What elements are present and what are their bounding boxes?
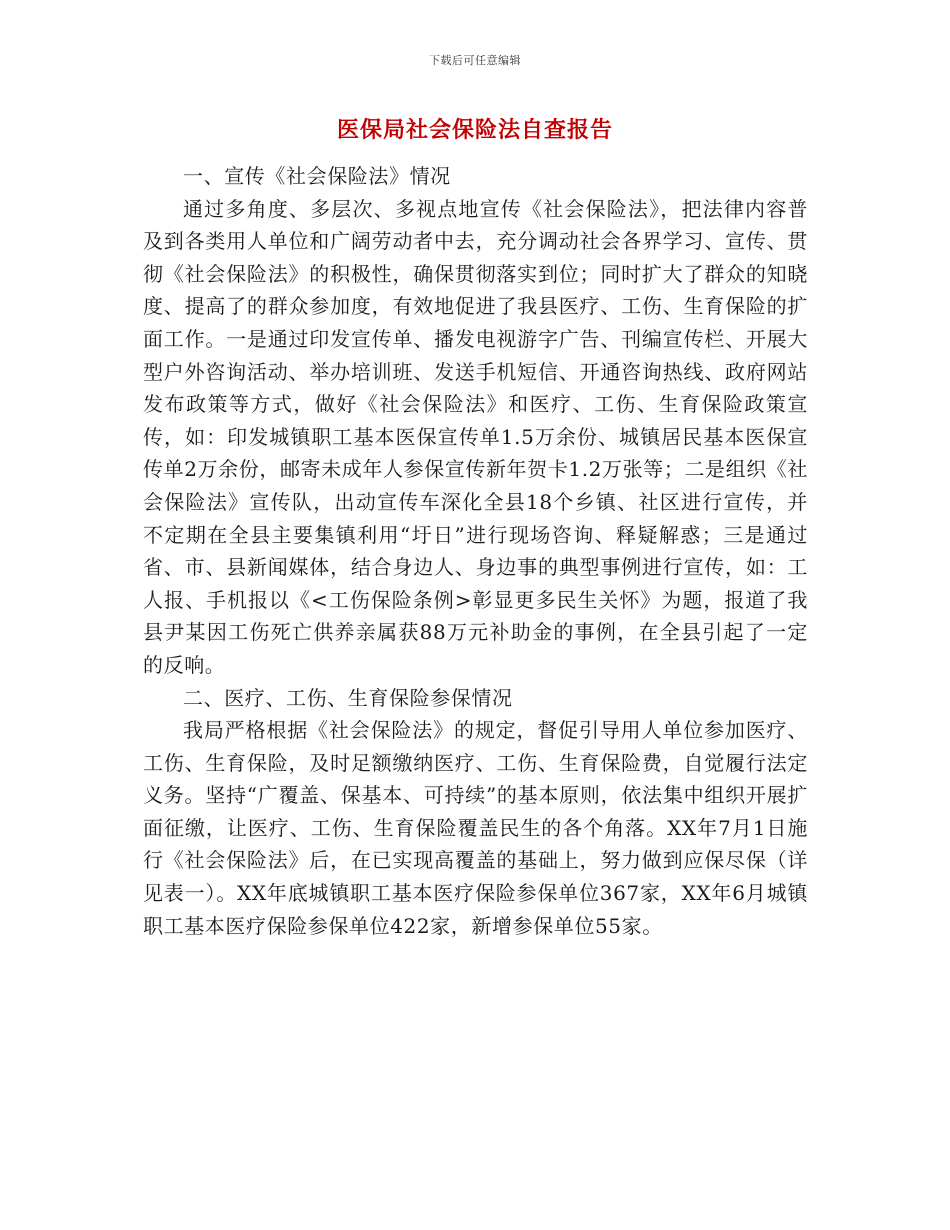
section-paragraph-2: 我局严格根据《社会保险法》的规定，督促引导用人单位参加医疗、工伤、生育保险，及时足额缴纳医疗、工伤、生育保险费，自觉履行法定义务。坚持“广覆盖、保基本、可持续”的基本原则，依法集中组织开展扩面征缴，让医疗、工伤、生育保险覆盖民生的各个角落。XX年7月1日施行《社会保险法》后，在已实现高覆盖的基础上，努力做到应保尽保（详见表一）。XX年底城镇职工基本医疗保险参保单位367家，XX年6月城镇职工基本医疗保险参保单位422家，新增参保单位55家。	[143, 718, 808, 938]
section-paragraph-1: 通过多角度、多层次、多视点地宣传《社会保险法》，把法律内容普及到各类用人单位和广阔劳动者中去，充分调动社会各界学习、宣传、贯彻《社会保险法》的积极性，确保贯彻落实到位；同时扩大了群众的知晓度、提高了的群众参加度，有效地促进了我县医疗、工伤、生育保险的扩面工作。一是通过印发宣传单、播发电视游字广告、刊编宣传栏、开展大型户外咨询活动、举办培训班、发送手机短信、开通咨询热线、政府网站发布政策等方式，做好《社会保险法》和医疗、工伤、生育保险政策宣传，如：印发城镇职工基本医保宣传单1.5万余份、城镇居民基本医保宣传单2万余份，邮寄未成年人参保宣传新年贺卡1.2万张等；二是组织《社会保险法》宣传队，出动宣传车深化全县18个乡镇、社区进行宣传，并不定期在全县主要集镇利用“圩日”进行现场咨询、释疑解惑；三是通过省、市、县新闻媒体，结合身边人、身边事的典型事例进行宣传，如：工人报、手机报以《<工伤保险条例>彰显更多民生关怀》为题，报道了我县尹某因工伤死亡供养亲属获88万元补助金的事例，在全县引起了一定的反响。	[143, 196, 808, 677]
document-title: 医保局社会保险法自查报告	[336, 117, 613, 143]
section-heading-1: 一、宣传《社会保险法》情况	[183, 164, 451, 188]
header-note: 下载后可任意编辑	[429, 54, 521, 67]
document-body	[143, 160, 808, 942]
section-heading-2: 二、医疗、工伤、生育保险参保情况	[183, 685, 513, 710]
